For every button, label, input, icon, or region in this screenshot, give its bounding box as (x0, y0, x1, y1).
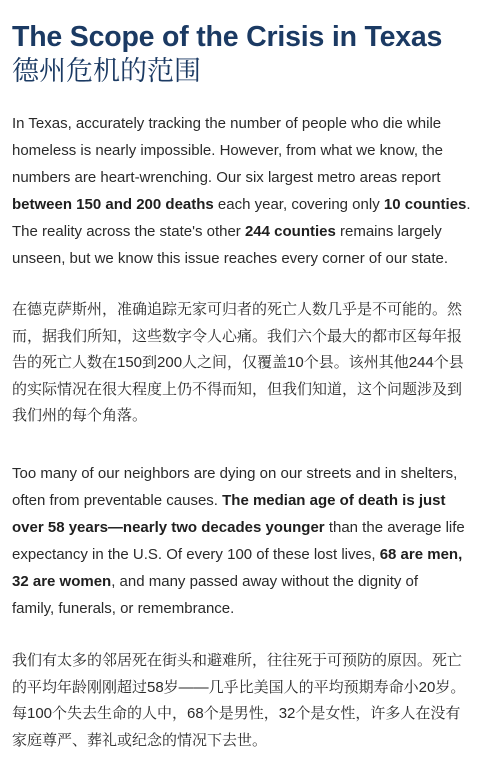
text-line: 告的死亡人数在150到200人之间，仅覆盖10个县。该州其他244个县 (12, 354, 464, 371)
text-line: In Texas, accurately tracking the number of people who die while (12, 115, 442, 132)
page-title-english: The Scope of the Crisis in Texas (12, 21, 443, 53)
text-fragment: expectancy in the U.S. Of every 100 of these lost lives, (12, 546, 380, 563)
paragraph-chinese-2 (12, 648, 478, 754)
text-fragment: The reality across the state's other (12, 223, 245, 240)
text-fragment: remains largely (335, 223, 442, 240)
bold-county-count: 10 counties (383, 196, 467, 213)
text-line: unseen, but we know this issue reaches every corner of our state. (12, 250, 449, 267)
text-line (12, 514, 478, 541)
text-line: 每100个失去生命的人中，68个是男性，32个是女性，许多人在没有 (12, 705, 461, 722)
bold-median-age: The median age of death is just (222, 492, 446, 509)
text-line (12, 218, 478, 245)
text-fragment: each year, covering only (213, 196, 384, 213)
text-line: 我们州的每个角落。 (12, 407, 148, 424)
text-line (12, 541, 478, 568)
text-line: 我们有太多的邻居死在街头和避难所，往往死于可预防的原因。死亡 (12, 652, 463, 669)
text-line (12, 191, 478, 218)
text-line: 的实际情况在很大程度上仍不得而知，但我们知道，这个问题涉及到 (12, 380, 463, 398)
text-line: homeless is nearly impossible. However, from what we know, the (12, 142, 444, 159)
text-fragment: , and many passed away without the dignity of (111, 573, 419, 590)
text-line: 在德克萨斯州，准确追踪无家可归者的死亡人数几乎是不可能的。然 (12, 301, 463, 318)
paragraph-chinese-1 (12, 297, 478, 430)
text-fragment: often from preventable causes. (12, 492, 223, 509)
text-line: 而，据我们所知，这些数字令人心痛。我们六个最大的都市区每年报 (12, 327, 463, 345)
text-line: 家庭尊严、葬礼或纪念的情况下去世。 (12, 731, 268, 749)
paragraph-english-1 (12, 110, 478, 272)
text-line: 的平均年龄刚刚超过58岁——几乎比美国人的平均预期寿命小20岁。 (12, 678, 466, 696)
text-line: numbers are heart-wrenching. Our six largest metro areas report (12, 169, 441, 186)
text-fragment: . (466, 196, 471, 213)
text-line: family, funerals, or remembrance. (12, 600, 235, 617)
bold-women-count: 32 are women (12, 573, 112, 590)
bold-other-counties: 244 counties (244, 223, 336, 240)
page-title-chinese: 德州危机的范围 (12, 56, 201, 86)
bold-deaths-range: between 150 and 200 deaths (12, 196, 214, 213)
paragraph-english-2 (12, 460, 478, 622)
bold-age-gap: over 58 years—nearly two decades younger (12, 519, 325, 536)
text-line (12, 568, 478, 595)
text-line: Too many of our neighbors are dying on our streets and in shelters, (12, 465, 458, 482)
bold-men-count: 68 are men, (379, 546, 463, 563)
text-fragment: than the average life (324, 519, 465, 536)
text-line (12, 487, 478, 514)
